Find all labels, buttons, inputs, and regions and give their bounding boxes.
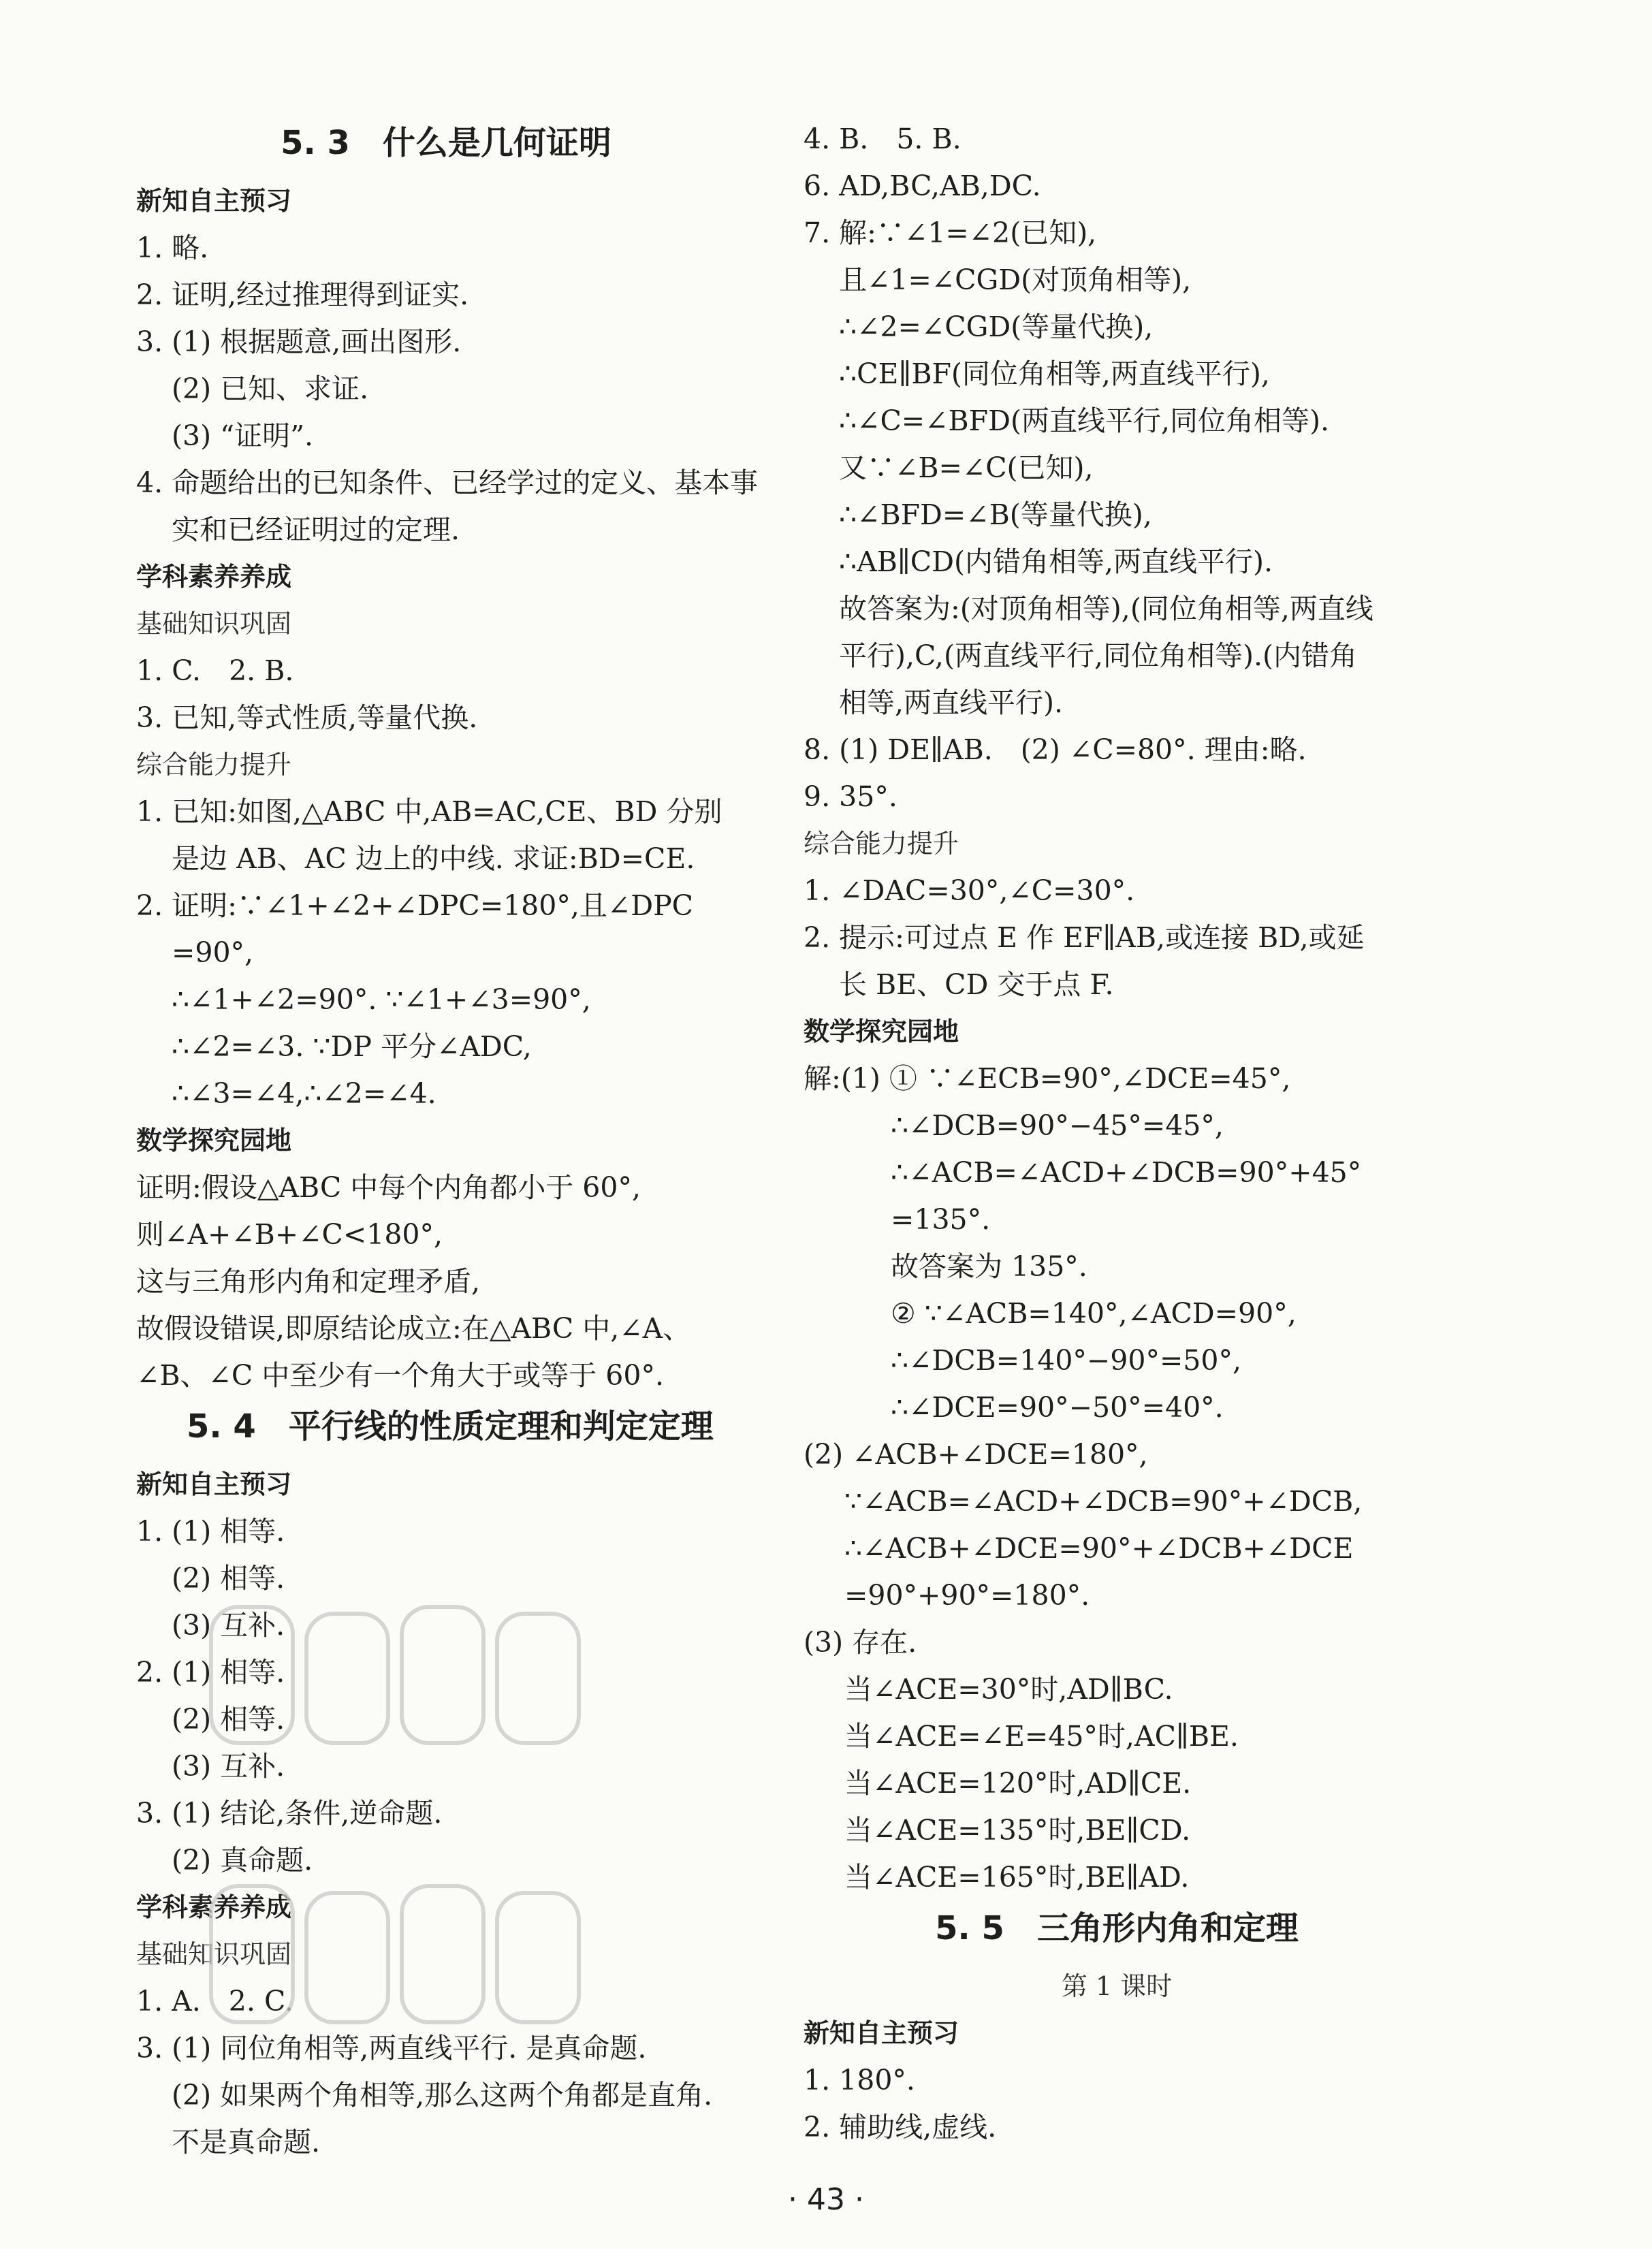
answer-line: ∴∠DCB=140°−90°=50°, [891, 1344, 1242, 1377]
answer-line: ∴∠DCB=90°−45°=45°, [891, 1109, 1224, 1142]
section-title: 5. 3 什么是几何证明 [281, 124, 611, 162]
answer-line: (3) 互补. [172, 1750, 285, 1783]
section-title: 5. 5 三角形内角和定理 [935, 1909, 1299, 1947]
answer-line: 1. (1) 相等. [136, 1515, 285, 1548]
answer-line: 1. A. 2. C. [136, 1985, 293, 2017]
answer-line: (2) 已知、求证. [172, 372, 369, 405]
subsection-label: 综合能力提升 [804, 829, 959, 859]
answer-line: 2. 证明:∵∠1+∠2+∠DPC=180°,且∠DPC [136, 889, 694, 922]
answer-line: ∴∠BFD=∠B(等量代换), [839, 498, 1152, 531]
answer-line: =135°. [891, 1203, 991, 1236]
answer-line: 故答案为 135°. [891, 1250, 1087, 1283]
answer-line: 7. 解:∵∠1=∠2(已知), [804, 217, 1097, 249]
answer-line: 实和已经证明过的定理. [172, 513, 460, 546]
answer-line: 则∠A+∠B+∠C<180°, [136, 1218, 443, 1251]
answer-line: 3. (1) 根据题意,画出图形. [136, 325, 462, 358]
subsection-heading: 学科素养养成 [136, 562, 292, 592]
answer-line: 4. B. 5. B. [804, 123, 962, 155]
answer-line: 且∠1=∠CGD(对顶角相等), [839, 264, 1192, 296]
page-number: · 43 · [788, 2182, 864, 2217]
answer-line: (2) 相等. [172, 1562, 285, 1595]
answer-line: 又∵∠B=∠C(已知), [839, 451, 1094, 484]
left-column [136, 116, 759, 2166]
answer-line: 1. 已知:如图,△ABC 中,AB=AC,CE、BD 分别 [136, 795, 722, 828]
answer-line: 是边 AB、AC 边上的中线. 求证:BD=CE. [172, 842, 695, 875]
answer-line: 证明:假设△ABC 中每个内角都小于 60°, [136, 1171, 641, 1204]
answer-line: 4. 命题给出的已知条件、已经学过的定义、基本事 [136, 466, 759, 499]
answer-line: ∴∠2=∠CGD(等量代换), [839, 310, 1154, 343]
right-column [804, 116, 1430, 2151]
answer-line: 这与三角形内角和定理矛盾, [136, 1265, 481, 1298]
answer-line: 2. 提示:可过点 E 作 EF∥AB,或连接 BD,或延 [804, 921, 1365, 954]
subsection-heading: 新知自主预习 [804, 2018, 959, 2048]
answer-line: 当∠ACE=120°时,AD∥CE. [844, 1767, 1192, 1800]
answer-line: 1. C. 2. B. [136, 654, 294, 687]
section-title: 5. 4 平行线的性质定理和判定定理 [187, 1407, 714, 1446]
subsection-heading: 学科素养养成 [136, 1892, 292, 1922]
answer-line: ∴∠3=∠4,∴∠2=∠4. [172, 1077, 436, 1110]
answer-line: ∴CE∥BF(同位角相等,两直线平行), [839, 357, 1270, 390]
answer-line: 3. (1) 结论,条件,逆命题. [136, 1797, 443, 1830]
answer-line: ∴∠2=∠3. ∵DP 平分∠ADC, [172, 1030, 532, 1063]
section-heading [136, 116, 756, 178]
answer-line: 1. 180°. [804, 2064, 915, 2096]
answer-line: 3. 已知,等式性质,等量代换. [136, 701, 478, 734]
answer-line: (2) 相等. [172, 1703, 285, 1736]
subsection-heading: 数学探究园地 [136, 1126, 292, 1155]
answer-line: =90°+90°=180°. [844, 1579, 1090, 1612]
answer-line: ∴∠ACB+∠DCE=90°+∠DCB+∠DCE [844, 1532, 1354, 1565]
answer-line: ∴∠C=∠BFD(两直线平行,同位角相等). [839, 404, 1330, 437]
answer-line: (3) 互补. [172, 1609, 285, 1642]
answer-line: 2. 辅助线,虚线. [804, 2111, 997, 2143]
answer-line: 平行),C,(两直线平行,同位角相等).(内错角 [839, 639, 1358, 672]
answer-line: 1. 略. [136, 232, 209, 264]
answer-line: 故答案为:(对顶角相等),(同位角相等,两直线 [839, 592, 1373, 625]
answer-line: =90°, [172, 936, 254, 969]
answer-line: (2) ∠ACB+∠DCE=180°, [804, 1438, 1148, 1471]
answer-line: 2. 证明,经过推理得到证实. [136, 278, 469, 311]
answer-line: (3) “证明”. [172, 419, 314, 452]
section-heading [136, 1399, 756, 1461]
subsection-label: 第 1 课时 [1061, 1971, 1173, 2001]
subsection-label: 基础知识巩固 [136, 609, 292, 639]
subsection-heading: 数学探究园地 [804, 1017, 959, 1047]
answer-line: 6. AD,BC,AB,DC. [804, 170, 1041, 202]
answer-line: ∴AB∥CD(内错角相等,两直线平行). [839, 545, 1273, 578]
answer-line: ∵∠ACB=∠ACD+∠DCB=90°+∠DCB, [844, 1485, 1363, 1518]
answer-line: ∴∠ACB=∠ACD+∠DCB=90°+45° [891, 1156, 1362, 1189]
answer-line: ∴∠1+∠2=90°. ∵∠1+∠3=90°, [172, 983, 591, 1016]
answer-line: 1. ∠DAC=30°,∠C=30°. [804, 874, 1135, 907]
answer-line: 相等,两直线平行). [839, 686, 1064, 719]
answer-line: 当∠ACE=165°时,BE∥AD. [844, 1861, 1190, 1894]
answer-line: 8. (1) DE∥AB. (2) ∠C=80°. 理由:略. [804, 733, 1307, 766]
answer-line: 2. (1) 相等. [136, 1656, 285, 1689]
answer-line: 故假设错误,即原结论成立:在△ABC 中,∠A、 [136, 1312, 691, 1345]
answer-line: 不是真命题. [172, 2126, 321, 2158]
subsection-label: 综合能力提升 [136, 750, 292, 780]
answer-line: ∴∠DCE=90°−50°=40°. [891, 1391, 1224, 1424]
subsection-heading: 新知自主预习 [136, 1469, 292, 1499]
answer-line: ② ∵∠ACB=140°,∠ACD=90°, [891, 1297, 1297, 1330]
subsection-label: 基础知识巩固 [136, 1939, 292, 1969]
answer-line: 解:(1) ① ∵∠ECB=90°,∠DCE=45°, [804, 1062, 1291, 1095]
answer-line: (2) 如果两个角相等,那么这两个角都是直角. [172, 2079, 713, 2111]
answer-line: 当∠ACE=135°时,BE∥CD. [844, 1814, 1191, 1847]
subsection-heading: 新知自主预习 [136, 186, 292, 216]
answer-line: 长 BE、CD 交于点 F. [839, 968, 1114, 1001]
answer-line: 当∠ACE=∠E=45°时,AC∥BE. [844, 1720, 1239, 1753]
answer-line: 3. (1) 同位角相等,两直线平行. 是真命题. [136, 2032, 647, 2064]
answer-line: ∠B、∠C 中至少有一个角大于或等于 60°. [136, 1359, 664, 1392]
answer-line: 当∠ACE=30°时,AD∥BC. [844, 1673, 1173, 1706]
answer-line: (2) 真命题. [172, 1844, 313, 1877]
answer-line: (3) 存在. [804, 1626, 917, 1659]
answer-line: 9. 35°. [804, 780, 898, 813]
section-heading [804, 1901, 1430, 1963]
